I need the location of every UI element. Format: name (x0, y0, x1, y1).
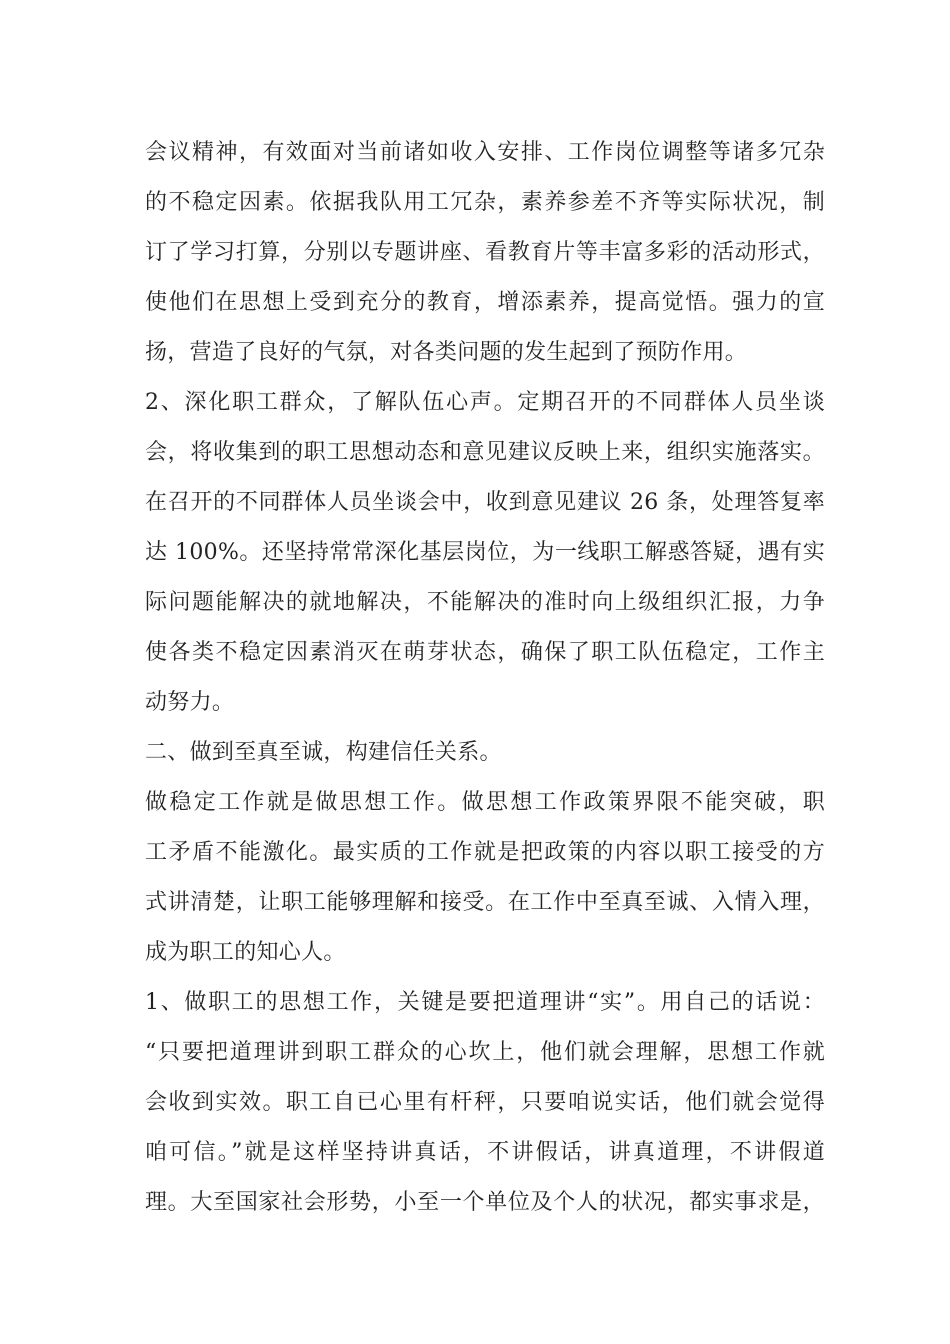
text-line: 扬，营造了良好的气氛，对各类问题的发生起到了预防作用。 (145, 340, 748, 365)
paragraph (145, 978, 825, 1228)
text-line: 的不稳定因素。依据我队用工冗杂，素养参差不齐等实际状况，制 (145, 190, 825, 215)
text-line: 2、深化职工群众，了解队伍心声。定期召开的不同群体人员坐谈 (145, 390, 825, 415)
document-body (145, 128, 825, 1228)
text-line: 咱可信。”就是这样坚持讲真话，不讲假话，讲真道理，不讲假道 (145, 1140, 825, 1165)
paragraph (145, 778, 825, 978)
text-line: 二、做到至真至诚，构建信任关系。 (145, 740, 502, 765)
text-line: 在召开的不同群体人员坐谈会中，收到意见建议 26 条，处理答复率 (145, 490, 825, 515)
section-heading (145, 728, 825, 778)
text-line: 订了学习打算，分别以专题讲座、看教育片等丰富多彩的活动形式， (145, 240, 825, 265)
text-line: 际问题能解决的就地解决，不能解决的准时向上级组织汇报，力争 (145, 590, 825, 615)
text-line: 会议精神，有效面对当前诸如收入安排、工作岗位调整等诸多冗杂 (145, 140, 825, 165)
paragraph (145, 378, 825, 728)
text-line: 工矛盾不能激化。最实质的工作就是把政策的内容以职工接受的方 (145, 840, 825, 865)
paragraph (145, 128, 825, 378)
text-line: 1、做职工的思想工作，关键是要把道理讲“实”。用自己的话说： (145, 990, 825, 1015)
text-line: 使他们在思想上受到充分的教育，增添素养，提高觉悟。强力的宣 (145, 290, 825, 315)
text-line: 会，将收集到的职工思想动态和意见建议反映上来，组织实施落实。 (145, 440, 825, 465)
text-line: 使各类不稳定因素消灭在萌芽状态，确保了职工队伍稳定，工作主 (145, 640, 825, 665)
text-line: “只要把道理讲到职工群众的心坎上，他们就会理解，思想工作就 (145, 1040, 825, 1065)
text-line: 成为职工的知心人。 (145, 940, 346, 965)
text-line: 会收到实效。职工自已心里有杆秤，只要咱说实话，他们就会觉得 (145, 1090, 825, 1115)
text-line: 式讲清楚，让职工能够理解和接受。在工作中至真至诚、入情入理， (145, 890, 825, 915)
text-line: 理。大至国家社会形势，小至一个单位及个人的状况，都实事求是， (145, 1190, 825, 1215)
text-line: 达 100%。还坚持常常深化基层岗位，为一线职工解惑答疑，遇有实 (145, 540, 825, 565)
text-line: 做稳定工作就是做思想工作。做思想工作政策界限不能突破，职 (145, 790, 825, 815)
text-line: 动努力。 (145, 690, 235, 715)
